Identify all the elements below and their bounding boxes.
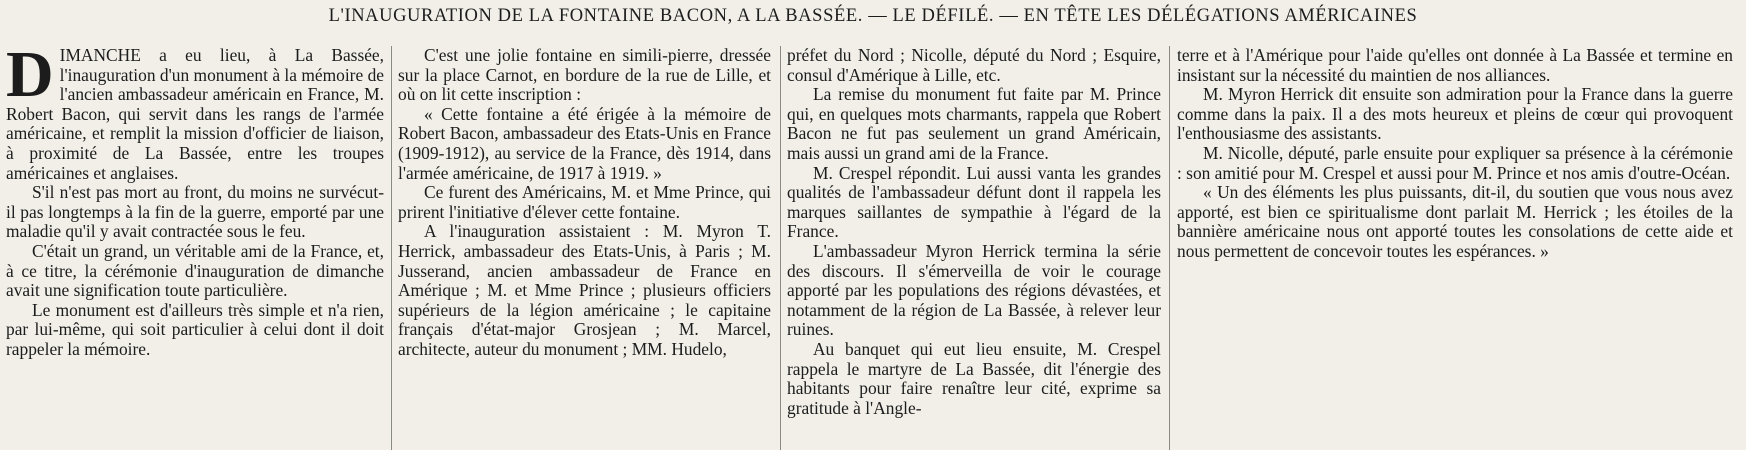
column-rule [780,46,781,450]
paragraph: C'est une jolie fontaine en simili-pierre, dressée sur la place Carnot, en bordure de la rue de Lille, et où on lit cette inscription : [398,46,771,105]
column-2 [398,46,771,450]
paragraph: terre et à l'Amérique pour l'aide qu'elles ont donnée à La Bassée et termine en insistant sur la nécessité du maintien de nos alliances. [1177,46,1733,85]
paragraph [6,46,384,183]
column-3 [787,46,1161,450]
inscription-quote: « Cette fontaine a été érigée à la mémoire de Robert Bacon, ambassadeur des Etats-Unis en France (1909-1912), au service de la France, dès 1914, dans l'armée américaine, de 1917 à 1919. » [398,103,771,183]
paragraph: L'ambassadeur Myron Herrick termina la série des discours. Il s'émerveilla de voir le courage apporté par les populations des régions dévastées, et notamment de la région de La Bassée, à relever leur ruines. [787,240,1161,340]
quote-paragraph: « Un des éléments les plus puissants, dit-il, du soutien que vous nous avez apporté, est bien ce spiritualisme dont parlait M. Herrick ; les étoiles de la bannière américaine nous ont apporté toutes les consolations de cette aide et nous permettent de concevoir toutes les espérances. » [1177,182,1733,261]
paragraph: préfet du Nord ; Nicolle, député du Nord ; Esquire, consul d'Amérique à Lille, etc. [787,46,1161,85]
paragraph: La remise du monument fut faite par M. Prince qui, en quelques mots charmants, rappela que Robert Bacon ne fut pas seulement un grand Américain, mais aussi un grand ami de la France. [787,84,1161,163]
paragraph: S'il n'est pas mort au front, du moins ne survécut-il pas longtemps à la fin de la guerre, emporté par une maladie qu'il y avait contractée sous le feu. [6,182,384,242]
paragraph-text: a eu lieu, à La Bassée, l'inauguration d'un monument à la mémoire de l'ancien ambassadeur américain en France, M. Robert Bacon, qui servit dans les rangs de l'armée américaine, et remplit la mission d'officier de liaison, à proximité de La Bassée, entre les troupes américaines et anglaises. [6,46,384,183]
column-rule [1169,46,1170,450]
column-4 [1177,46,1733,450]
paragraph: A l'inauguration assistaient : M. Myron T. Herrick, ambassadeur des Etats-Unis, à Paris ; M. Jusserand, ancien ambassadeur de France en Amérique ; M. et Mme Prince ; plusieurs officiers supérieurs de la légion américaine ; le capitaine français d'état-major Grosjean ; M. Marcel, architecte, auteur du monument ; MM. Hudelo, [398,221,771,359]
paragraph: Au banquet qui eut lieu ensuite, M. Crespel rappela le martyre de La Bassée, dit l'énergie des habitants pour faire renaître leur cité, exprime sa gratitude à l'Angle- [787,338,1161,418]
paragraph: M. Crespel répondit. Lui aussi vanta les grandes qualités de l'ambassadeur défunt dont il rappela les marques saillantes de sympathie à l'égard de la France. [787,162,1161,242]
paragraph: M. Nicolle, député, parle ensuite pour expliquer sa présence à la cérémonie : son amitié pour M. Crespel et aussi pour M. Prince et nos amis d'outre-Océan. [1177,142,1733,183]
column-rule [391,46,392,450]
paragraph: M. Myron Herrick dit ensuite son admiration pour la France dans la guerre comme dans la paix. Il a des mots heureux et pleins de cœur qui provoquent l'enthousiasme des assistants. [1177,84,1733,144]
headline: L'INAUGURATION DE LA FONTAINE BACON, A LA BASSÉE. — LE DÉFILÉ. — EN TÊTE LES DÉLÉGATIONS AMÉRICAINES [328,6,1418,26]
paragraph: Ce furent des Américains, M. et Mme Prince, qui prirent l'initiative d'élever cette fontaine. [398,182,771,222]
column-1 [6,46,384,450]
drop-cap: D [6,46,54,111]
lead-caps: IMANCHE [59,46,141,65]
paragraph: Le monument est d'ailleurs très simple et n'a rien, par lui-même, qui soit particulier à celui dont il doit rappeler la mémoire. [6,299,384,359]
paragraph: C'était un grand, un véritable ami de la France, et, à ce titre, la cérémonie d'inauguration de dimanche avait une signification toute particulière. [6,240,384,301]
